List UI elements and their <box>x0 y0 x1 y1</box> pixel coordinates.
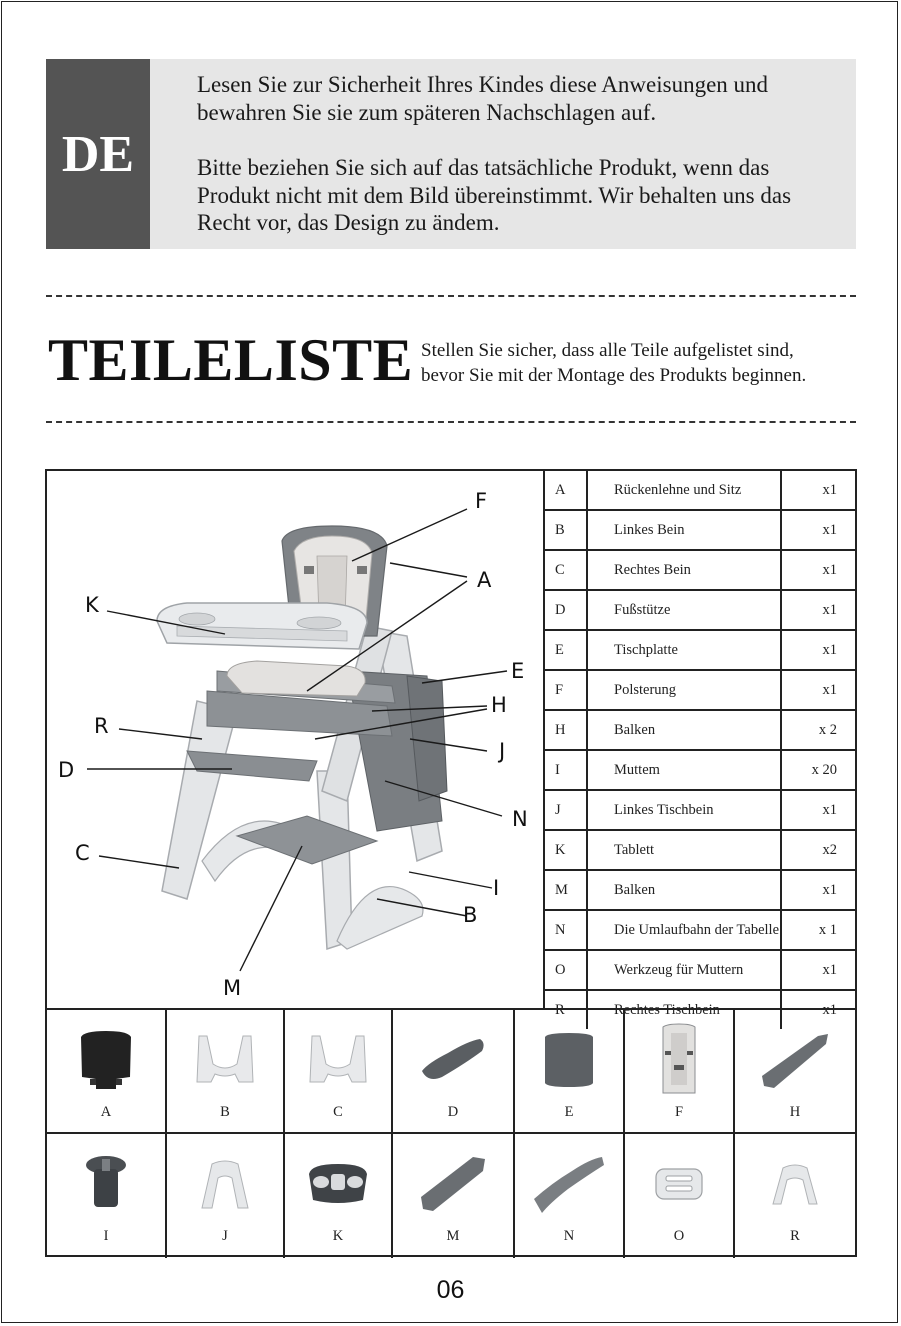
part-c-image <box>285 1024 391 1096</box>
part-letter: R <box>545 990 587 1029</box>
part-j-image <box>167 1148 283 1220</box>
thumbnail-cell <box>625 1010 735 1134</box>
thumbnail-label: D <box>447 1104 459 1120</box>
part-quantity: x 2 <box>781 710 855 750</box>
part-quantity: x1 <box>781 630 855 670</box>
callout-label: I <box>493 876 500 900</box>
callout-label: B <box>463 903 478 927</box>
parts-row <box>545 750 855 790</box>
parts-row <box>545 471 855 510</box>
part-name: Tablett <box>587 830 781 870</box>
callout-label: H <box>491 693 507 717</box>
part-name: Polsterung <box>587 670 781 710</box>
disclaimer-line: Recht vor, das Design zu ändem. <box>197 210 500 235</box>
part-letter: D <box>545 590 587 630</box>
part-name: Rechtes Bein <box>587 550 781 590</box>
thumbnail-label: F <box>674 1104 684 1120</box>
callout-label: R <box>94 714 109 738</box>
thumbnail-cell <box>625 1134 735 1258</box>
thumbnail-cell <box>735 1010 855 1134</box>
thumbnail-cell <box>47 1134 167 1258</box>
safety-notice <box>197 71 847 126</box>
thumbnail-cell <box>285 1134 393 1258</box>
part-letter: B <box>545 510 587 550</box>
safety-notice-line: Lesen Sie zur Sicherheit Ihres Kindes diese Anweisungen und <box>197 72 769 97</box>
parts-row <box>545 590 855 630</box>
part-quantity: x 1 <box>781 910 855 950</box>
callout-label: A <box>477 568 492 592</box>
part-o-image <box>625 1148 733 1220</box>
part-quantity: x1 <box>781 950 855 990</box>
part-letter: J <box>545 790 587 830</box>
part-quantity: x1 <box>781 870 855 910</box>
part-f-image <box>625 1024 733 1096</box>
disclaimer-line: Produkt nicht mit dem Bild übereinstimmt. Wir behalten uns das <box>197 182 792 208</box>
parts-row <box>545 950 855 990</box>
banner-text <box>197 71 847 237</box>
thumbnail-cell <box>47 1010 167 1134</box>
thumbnail-label: B <box>220 1104 230 1120</box>
thumbnail-label: K <box>332 1228 344 1244</box>
parts-row <box>545 710 855 750</box>
part-k-image <box>285 1148 391 1220</box>
parts-row <box>545 510 855 550</box>
part-name: Tischplatte <box>587 630 781 670</box>
parts-table <box>545 471 855 1029</box>
callout-label: K <box>85 593 99 617</box>
dashed-divider-top <box>46 295 856 297</box>
part-d-image <box>393 1024 513 1096</box>
assembly-illustration <box>47 471 545 1008</box>
part-quantity: x1 <box>781 590 855 630</box>
section-title: TEILELISTE <box>48 327 414 393</box>
thumbnail-label: I <box>103 1228 109 1244</box>
callout-label: F <box>475 489 488 513</box>
page-number: 06 <box>436 1276 465 1304</box>
part-name: Die Umlaufbahn der Tabelle <box>587 910 781 950</box>
thumbnail-cell <box>285 1010 393 1134</box>
part-letter: N <box>545 910 587 950</box>
language-badge: DE <box>46 59 150 249</box>
callout-label: D <box>58 758 75 782</box>
part-quantity: x1 <box>781 471 855 510</box>
thumbnail-cell <box>167 1134 285 1258</box>
part-m-image <box>393 1148 513 1220</box>
part-quantity: x1 <box>781 790 855 830</box>
thumbnail-label: A <box>100 1104 112 1120</box>
thumbnail-label: R <box>790 1228 800 1244</box>
thumbnail-label: J <box>222 1228 228 1244</box>
thumbnail-label: N <box>563 1228 575 1244</box>
callout-label: J <box>499 739 506 763</box>
part-b-image <box>167 1024 283 1096</box>
part-name: Werkzeug für Muttern <box>587 950 781 990</box>
part-letter: O <box>545 950 587 990</box>
part-r-image <box>735 1148 855 1220</box>
high-chair-drawing <box>47 471 543 1008</box>
parts-row <box>545 790 855 830</box>
part-name: Linkes Tischbein <box>587 790 781 830</box>
callout-label: E <box>511 659 525 683</box>
subtitle-line: bevor Sie mit der Montage des Produkts beginnen. <box>421 365 807 386</box>
thumbnail-label: C <box>333 1104 343 1120</box>
part-quantity: x 20 <box>781 750 855 790</box>
thumbnail-label: M <box>446 1228 460 1244</box>
callout-label: C <box>75 841 90 865</box>
part-quantity: x1 <box>781 510 855 550</box>
dashed-divider-bottom <box>46 421 856 423</box>
section-subtitle <box>421 338 851 388</box>
part-h-image <box>735 1024 855 1096</box>
part-quantity: x1 <box>781 670 855 710</box>
thumbnail-row <box>47 1008 855 1134</box>
thumbnail-cell <box>515 1134 625 1258</box>
parts-section <box>45 469 857 1257</box>
part-name: Balken <box>587 710 781 750</box>
part-name: Rechtes Tischbein <box>587 990 781 1029</box>
part-name: Fußstütze <box>587 590 781 630</box>
parts-row <box>545 910 855 950</box>
part-letter: F <box>545 670 587 710</box>
subtitle-line: Stellen Sie sicher, dass alle Teile aufgelistet sind, <box>421 340 794 361</box>
thumbnail-cell <box>735 1134 855 1258</box>
safety-notice-line: bewahren Sie sie zum späteren Nachschlagen auf. <box>197 99 657 125</box>
part-letter: K <box>545 830 587 870</box>
thumbnail-cell <box>393 1134 515 1258</box>
part-i-image <box>47 1148 165 1220</box>
part-letter: H <box>545 710 587 750</box>
part-name: Linkes Bein <box>587 510 781 550</box>
parts-row <box>545 670 855 710</box>
part-letter: C <box>545 550 587 590</box>
thumbnail-label: O <box>673 1228 685 1244</box>
part-name: Muttem <box>587 750 781 790</box>
part-n-image <box>515 1148 623 1220</box>
part-quantity: x2 <box>781 830 855 870</box>
part-name: Rückenlehne und Sitz <box>587 471 781 510</box>
thumbnail-row <box>47 1132 855 1258</box>
parts-row <box>545 870 855 910</box>
thumbnail-cell <box>393 1010 515 1134</box>
thumbnail-label: H <box>789 1104 801 1120</box>
thumbnail-cell <box>515 1010 625 1134</box>
part-letter: M <box>545 870 587 910</box>
part-letter: A <box>545 471 587 510</box>
part-name: Balken <box>587 870 781 910</box>
part-letter: E <box>545 630 587 670</box>
thumbnail-cell <box>167 1010 285 1134</box>
design-disclaimer <box>197 154 847 237</box>
part-quantity: x1 <box>822 1001 837 1018</box>
part-quantity: x1 <box>781 550 855 590</box>
part-letter: I <box>545 750 587 790</box>
disclaimer-line: Bitte beziehen Sie sich auf das tatsächliche Produkt, wenn das <box>197 155 770 180</box>
part-a-image <box>47 1024 165 1096</box>
parts-row <box>545 830 855 870</box>
parts-row <box>545 550 855 590</box>
thumbnail-label: E <box>564 1104 574 1120</box>
part-e-image <box>515 1024 623 1096</box>
safety-banner <box>46 59 856 249</box>
callout-label: N <box>512 807 528 831</box>
callout-label: M <box>223 976 242 1000</box>
parts-row <box>545 630 855 670</box>
